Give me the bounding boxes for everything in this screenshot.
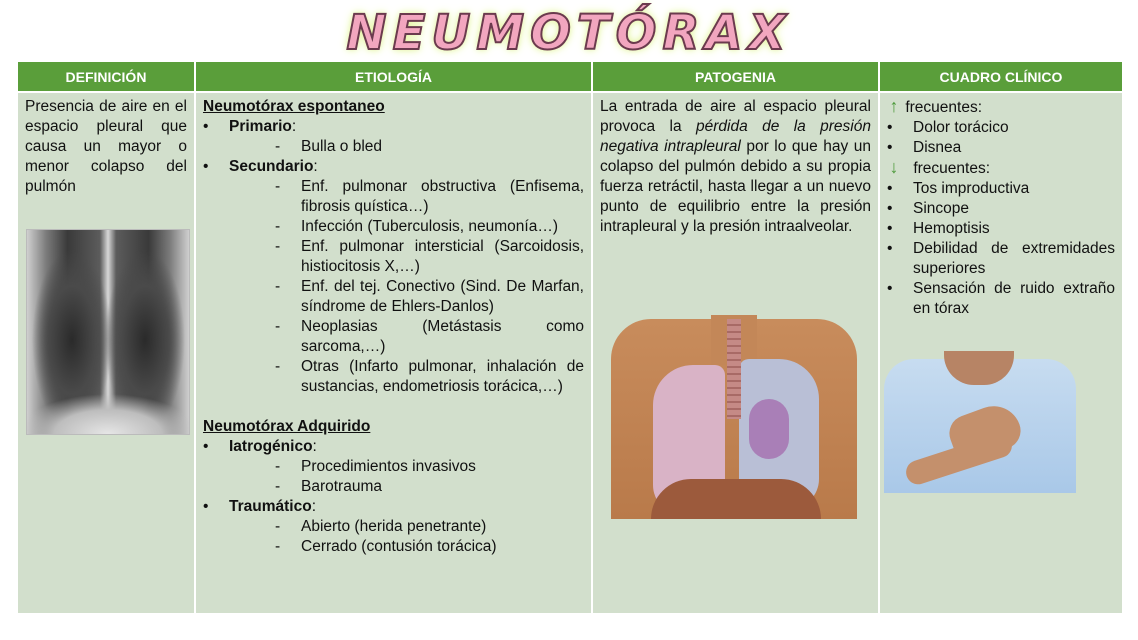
definicion-text: Presencia de aire en el espacio pleural que causa un mayor o menor colapso del pulmón (25, 98, 187, 195)
cell-cuadro-clinico (879, 92, 1123, 614)
heading-adquirido: Neumotórax Adquirido (203, 418, 371, 435)
colon: : (291, 118, 297, 135)
patogenia-text (600, 97, 871, 237)
label-traumatico: Traumático (229, 498, 312, 515)
table-header-row (17, 62, 1123, 92)
list-item: - Bulla o bled (275, 137, 584, 157)
list-item: • Sincope (887, 199, 1115, 219)
mas-frecuentes-heading (887, 97, 1115, 118)
arrow-down-icon: ↓ (889, 157, 899, 177)
label-iatrogenico: Iatrogénico (229, 438, 313, 455)
adquirido-list (203, 437, 584, 557)
spacer (203, 397, 584, 417)
header-definicion: DEFINICIÓN (17, 62, 195, 92)
patogenia-text-part: La entrada de aire al espacio pleural provoca la (600, 98, 871, 135)
list-item: • Tos improductiva (887, 179, 1115, 199)
patogenia-text-part: por lo que hay un colapso del pulmón debido a su propia fuerza retráctil, hasta llegar a un nuevo punto de equilibrio entre la presión intrapleural y la presión intraalveolar. (600, 138, 871, 235)
page-title: NEUMOTÓRAX (346, 5, 792, 61)
secundario-sublist (229, 177, 584, 397)
list-item: • Hemoptisis (887, 219, 1115, 239)
header-etiologia: ETIOLOGÍA (195, 62, 592, 92)
label-primario: Primario (229, 118, 292, 135)
cell-patogenia (592, 92, 879, 614)
label-secundario: Secundario (229, 158, 314, 175)
list-item-traumatico (203, 497, 584, 557)
list-item: • Debilidad de extremidades superiores (887, 239, 1115, 279)
menos-frecuentes-heading (887, 158, 1115, 179)
list-item: - Otras (Infarto pulmonar, inhalación de sustancias, endometriosis torácica,…) (275, 357, 584, 397)
list-item: - Procedimientos invasivos (275, 457, 584, 477)
man-chest-pain-image (884, 359, 1076, 493)
list-item: - Enf. pulmonar obstructiva (Enfisema, fibrosis quística…) (275, 177, 584, 217)
list-item: • Disnea (887, 138, 1115, 158)
colon: : (313, 158, 318, 175)
primario-sublist (229, 137, 584, 157)
list-item: - Infección (Tuberculosis, neumonía…) (275, 217, 584, 237)
list-item: - Enf. pulmonar intersticial (Sarcoidosis, histiocitosis X,…) (275, 237, 584, 277)
table-body-row (17, 92, 1123, 614)
summary-table (16, 62, 1124, 615)
list-item: - Enf. del tej. Conectivo (Sind. De Marfan, síndrome de Ehlers-Danlos) (275, 277, 584, 317)
list-item: - Abierto (herida penetrante) (275, 517, 584, 537)
traumatico-sublist (229, 517, 584, 557)
header-patogenia: PATOGENIA (592, 62, 879, 92)
heading-espontaneo: Neumotórax espontaneo (203, 98, 385, 115)
list-item: - Cerrado (contusión torácica) (275, 537, 584, 557)
list-item-iatrogenico (203, 437, 584, 497)
list-item-secundario (203, 157, 584, 397)
header-cuadro-clinico: CUADRO CLÍNICO (879, 62, 1123, 92)
cell-etiologia (195, 92, 592, 614)
iatrogenico-sublist (229, 457, 584, 497)
patogenia-italic-text: pérdida de la presión negativa intrapleural (600, 118, 871, 155)
menos-frecuentes-list (887, 179, 1115, 319)
cell-definicion (17, 92, 195, 614)
espontaneo-list (203, 117, 584, 397)
mas-frecuentes-label: frecuentes: (905, 99, 982, 116)
thorax-anatomy-image (611, 319, 857, 519)
menos-frecuentes-label: frecuentes: (913, 160, 990, 177)
list-item: • Sensación de ruido extraño en tórax (887, 279, 1115, 319)
list-item-primario (203, 117, 584, 157)
chest-xray-image (26, 229, 190, 435)
mas-frecuentes-list (887, 118, 1115, 158)
list-item: • Dolor torácico (887, 118, 1115, 138)
list-item: - Barotrauma (275, 477, 584, 497)
arrow-up-icon: ↑ (889, 96, 899, 116)
colon: : (311, 498, 317, 515)
colon: : (312, 438, 317, 455)
list-item: - Neoplasias (Metástasis como sarcoma,…) (275, 317, 584, 357)
